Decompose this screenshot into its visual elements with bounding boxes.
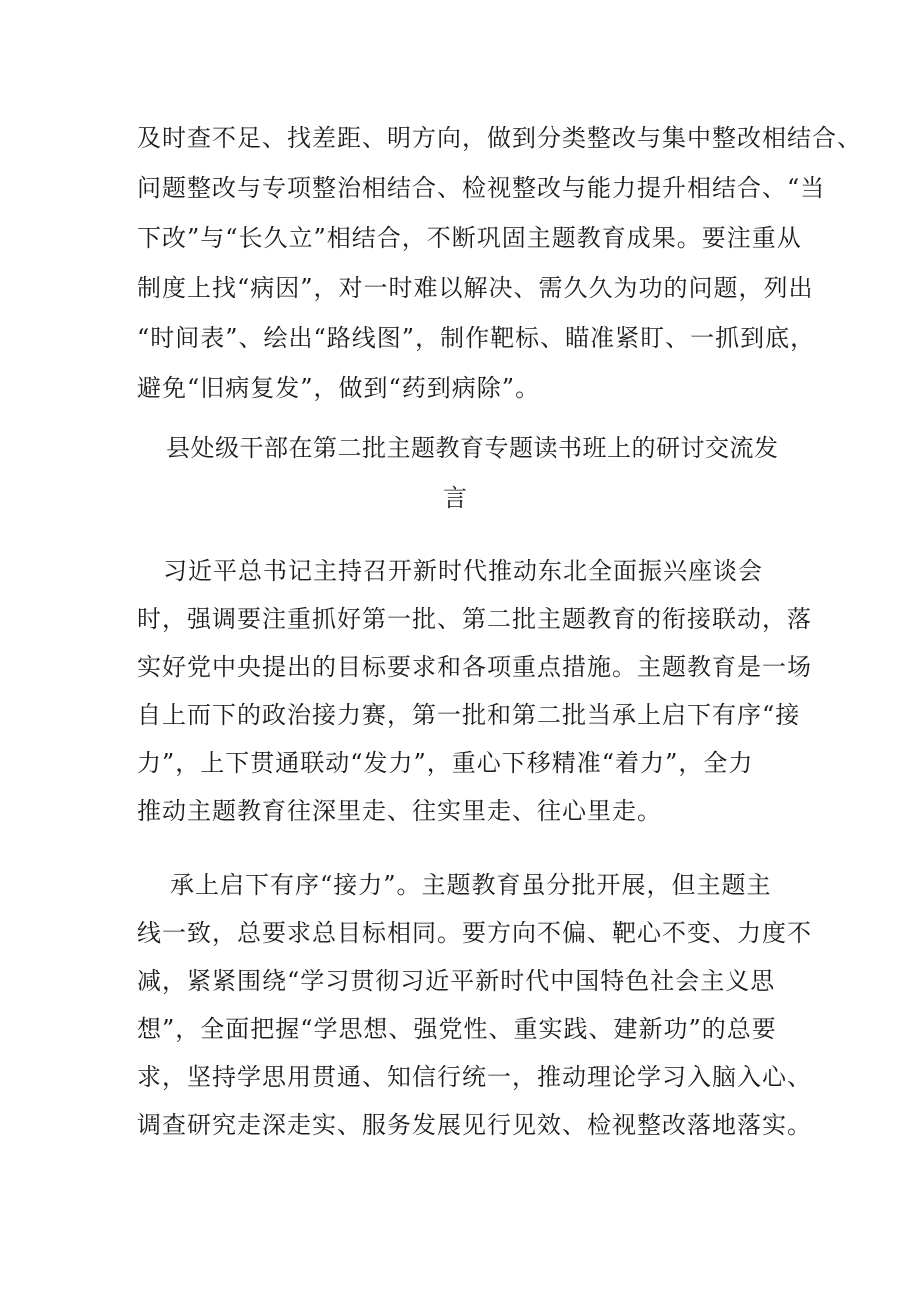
paragraph-1-line: 及时查不足、找差距、明方向，做到分类整改与集中整改相结合、 [137, 124, 862, 152]
paragraph-3-line: 减，紧紧围绕“学习贯彻习近平新时代中国特色社会主义思 [137, 967, 776, 995]
paragraph-1-line: “时间表”、绘出“路线图”，制作靶标、瞄准紧盯、一抓到底， [137, 324, 816, 352]
paragraph-3-line: 想”，全面把握“学思想、强党性、重实践、建新功”的总要 [137, 1015, 777, 1043]
paragraph-3-line: 承上启下有序“接力”。主题教育虽分批开展，但主题主 [170, 871, 772, 899]
paragraph-3-line: 调查研究走深走实、服务发展见行见效、检视整改落地落实。 [137, 1111, 812, 1139]
paragraph-2-line: 时，强调要注重抓好第一批、第二批主题教育的衔接联动，落 [137, 605, 812, 633]
paragraph-2-line: 力”，上下贯通联动“发力”，重心下移精准“着力”，全力 [137, 749, 754, 777]
paragraph-1-line: 下改”与“长久立”相结合，不断巩固主题教育成果。要注重从 [137, 224, 802, 252]
paragraph-2-line: 实好党中央提出的目标要求和各项重点措施。主题教育是一场 [137, 653, 812, 681]
paragraph-3-line: 求，坚持学思用贯通、知信行统一，推动理论学习入脑入心、 [137, 1063, 812, 1091]
paragraph-2-line: 推动主题教育往深里走、往实里走、往心里走。 [137, 797, 662, 825]
paragraph-1-line: 问题整改与专项整治相结合、检视整改与能力提升相结合、“当 [137, 174, 826, 202]
heading-line-1: 县处级干部在第二批主题教育专题读书班上的研讨交流发 [166, 434, 779, 462]
paragraph-2-line: 自上而下的政治接力赛，第一批和第二批当承上启下有序“接 [137, 701, 801, 729]
paragraph-1-line: 制度上找“病因”，对一时难以解决、需久久为功的问题，列出 [137, 274, 814, 302]
paragraph-3-line: 线一致，总要求总目标相同。要方向不偏、靶心不变、力度不 [137, 919, 812, 947]
paragraph-2-line: 习近平总书记主持召开新时代推动东北全面振兴座谈会 [163, 557, 763, 585]
paragraph-1-line: 避免“旧病复发”，做到“药到病除”。 [137, 374, 541, 402]
heading-line-2: 言 [443, 484, 468, 512]
